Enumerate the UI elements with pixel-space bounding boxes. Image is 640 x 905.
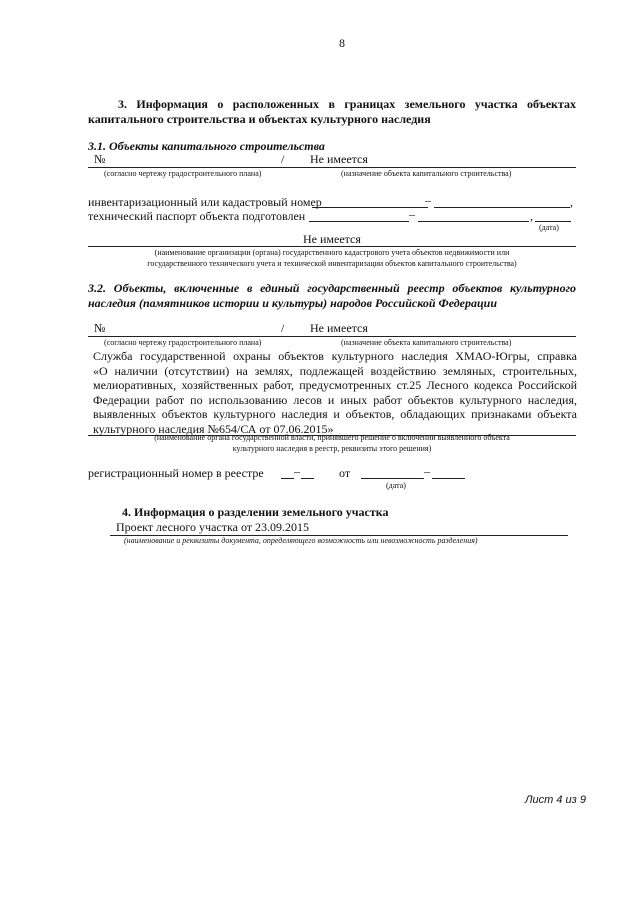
section-4-value: Проект лесного участка от 23.09.2015 [116,520,310,534]
reg-date-line-2 [432,478,465,479]
passport-line-2 [418,221,529,222]
slash-separator: / [281,152,285,166]
section-3-title-line-1: 3. Информация о расположенных в границах земельного участка объектах [118,97,576,111]
page-number: 8 [339,36,345,50]
reg-from-label: от [339,466,351,480]
object-value: Не имеется [310,152,368,166]
authority-caption-line-2: культурного наследия в реестр, реквизиты этого решения) [232,444,432,453]
tech-passport-label: технический паспорт объекта подготовлен [88,209,306,223]
authority-caption-line-1: (наименование органа государственной власти, принявшего решение о включении выявленного объекта [154,433,510,442]
inventory-number-label: инвентаризационный или кадастровый номер [88,195,322,209]
subsection-3-2-title-line-2: наследия (памятников истории и культуры) народов Российской Федерации [88,295,498,310]
section-3-title [88,97,576,126]
caption-purpose-2: (назначение объекта капитального строительства) [341,338,512,347]
inventory-comma: , [570,195,573,209]
caption-purpose: (назначение объекта капитального строительства) [341,169,512,178]
underline-object [88,167,576,168]
passport-comma: , [530,209,533,223]
underline-object-2 [88,336,576,337]
organization-caption [88,247,576,269]
paragraph-line-1: Служба государственной охраны объектов культурного наследия ХМАО-Югры, справка [93,349,577,363]
passport-dash: – [409,207,415,221]
object-number-label: № [94,152,106,166]
subsection-3-1-title: 3.1. Объекты капитального строительства [88,139,325,153]
passport-line-3 [535,221,571,222]
caption-plan: (согласно чертежу градостроительного плана) [104,169,262,178]
section-3-title-line-2: капитального строительства и объектах культурного наследия [88,111,431,126]
organization-value: Не имеется [303,232,361,246]
passport-line-1 [309,221,409,222]
organization-caption-line-2: государственного технического учета и технической инвентаризации объектов капитального строительства) [147,259,517,268]
inventory-dash: – [425,193,431,207]
section-4-title: 4. Информация о разделении земельного участка [122,505,389,519]
sheet-number: Лист 4 из 9 [525,794,586,806]
registration-number-label: регистрационный номер в реестре [88,466,264,480]
heritage-service-paragraph [93,349,577,436]
reg-date-line-1 [361,478,424,479]
subsection-3-2-title [88,281,576,310]
object-number-label-2: № [94,321,106,335]
object-value-2: Не имеется [310,321,368,335]
paragraph-line-5: выявленных объектов культурного наследия и объектов, обладающих признаками объекта [93,407,577,421]
subsection-3-2-title-line-1: 3.2. Объекты, включенные в единый государственный реестр объектов культурного [88,281,576,295]
caption-plan-2: (согласно чертежу градостроительного плана) [104,338,262,347]
paragraph-line-6: культурного наследия №654/СА от 07.06.2015» [93,421,334,436]
paragraph-line-3: мелиоративных, хозяйственных работ, предусмотренных ст.25 Лесного кодекса Российской [93,378,577,392]
date-caption: (дата) [539,223,559,232]
paragraph-line-2: «О наличии (отсутствии) на землях, подлежащей воздействию земляных, строительных, [93,363,577,378]
reg-date-dash: – [424,464,430,478]
inventory-line-2 [434,207,570,208]
reg-date-caption: (дата) [386,481,406,490]
paragraph-line-4: Федерации работ по использованию лесов и иных работ объектов культурного наследия, [93,392,577,407]
reg-line-2 [301,478,314,479]
section-4-caption: (наименование и реквизиты документа, определяющего возможность или невозможность разделения) [124,536,478,545]
reg-dash: – [294,464,300,478]
slash-separator-2: / [281,321,285,335]
reg-line-1 [281,478,294,479]
authority-caption [88,432,576,454]
organization-caption-line-1: (наименование организации (органа) государственного кадастрового учета объектов недвижимости или [154,248,510,257]
